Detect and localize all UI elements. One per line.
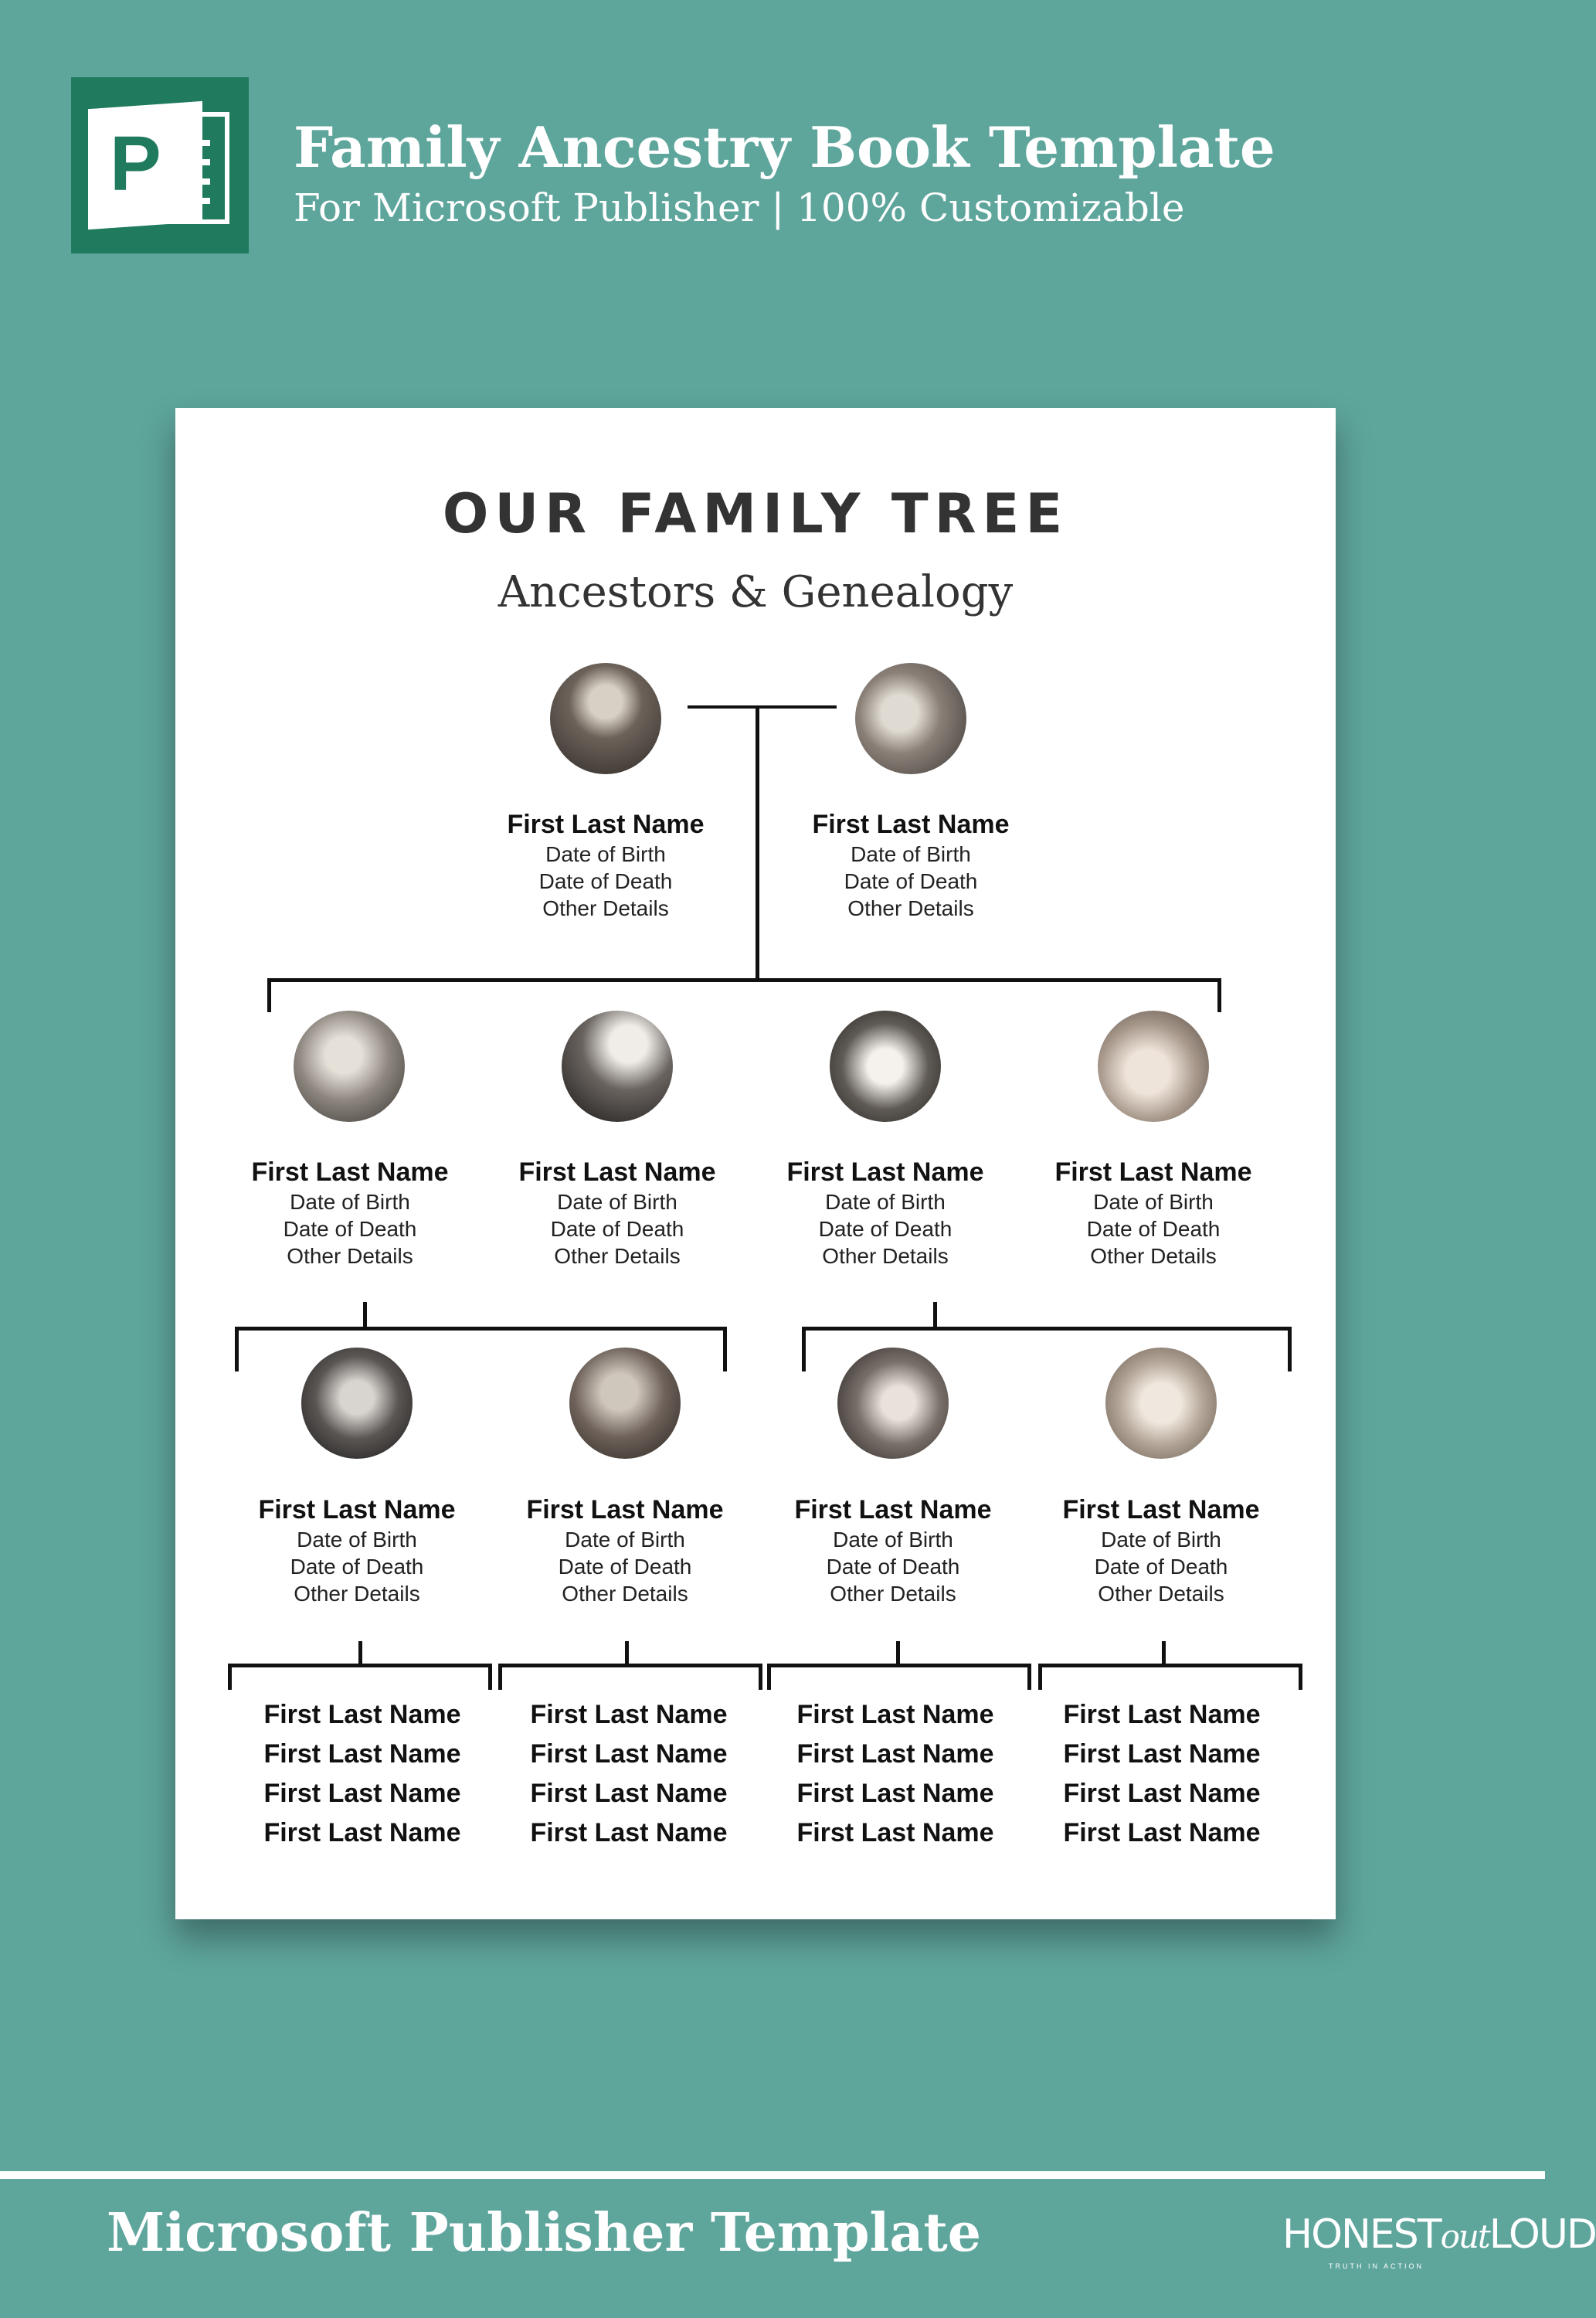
gen3-person-4 [1045,1494,1277,1607]
header-title: Family Ancestry Book Template [294,114,1275,180]
gen4-group-2 [513,1695,745,1853]
person-birth: Date of Birth [565,1528,685,1552]
person-birth: Date of Birth [290,1190,410,1214]
brand-part-a: HONEST [1282,2211,1441,2258]
person-death: Date of Death [283,1217,417,1241]
descendant-name: First Last Name [796,1779,994,1808]
descendant-name: First Last Name [263,1818,461,1847]
descendant-name: First Last Name [796,1818,994,1847]
gen3-right-bracket [802,1327,1292,1331]
gen4-bracket-1 [228,1664,492,1667]
ancestor-photo [550,663,661,774]
person-other: Other Details [1098,1582,1224,1606]
person-name: First Last Name [786,1157,984,1187]
person-birth: Date of Birth [557,1190,677,1214]
gen4-group-1 [246,1695,478,1853]
person-birth: Date of Birth [1093,1190,1214,1214]
ancestor-photo [562,1011,673,1122]
brand-tagline: TRUTH IN ACTION [1329,2262,1424,2270]
descendant-name: First Last Name [530,1818,728,1847]
gen4-bracket-2 [498,1664,762,1667]
footer-label: Microsoft Publisher Template [107,2202,982,2264]
gen2-right-descent [933,1302,937,1328]
ancestor-photo [301,1348,413,1459]
person-death: Date of Death [1086,1217,1221,1241]
gen1-couple-connector [688,705,837,709]
person-other: Other Details [294,1582,420,1606]
publisher-logo-icon [71,77,249,253]
brand-logo [1282,2211,1596,2258]
person-other: Other Details [287,1244,413,1268]
gen2-person-1 [234,1156,466,1269]
person-birth: Date of Birth [297,1528,417,1552]
person-death: Date of Death [826,1555,960,1579]
gen2-person-2 [501,1156,733,1269]
person-name: First Last Name [812,810,1010,839]
person-name: First Last Name [526,1495,724,1524]
gen3-person-1 [241,1494,473,1607]
ancestor-photo [294,1011,405,1122]
person-other: Other Details [554,1244,681,1268]
ancestor-photo [1098,1011,1209,1122]
gen1-person-1 [490,808,722,922]
descendant-name: First Last Name [796,1700,994,1729]
descendant-name: First Last Name [530,1700,728,1729]
page-subtitle: Ancestors & Genealogy [497,567,1014,617]
person-other: Other Details [830,1582,956,1606]
person-death: Date of Death [550,1217,684,1241]
person-name: First Last Name [507,810,705,839]
person-birth: Date of Birth [1101,1528,1221,1552]
person-birth: Date of Birth [545,842,666,866]
gen1-person-2 [795,808,1027,922]
gen4-group-4 [1046,1695,1278,1853]
descendant-name: First Last Name [530,1779,728,1808]
person-birth: Date of Birth [825,1190,946,1214]
brand-part-b: out [1440,2218,1489,2255]
person-death: Date of Death [818,1217,953,1241]
brand-part-c: LOUD [1489,2211,1596,2258]
person-name: First Last Name [258,1495,456,1524]
gen4-group-3 [779,1695,1011,1853]
ancestor-photo [1105,1348,1217,1459]
descendant-name: First Last Name [1063,1779,1261,1808]
person-birth: Date of Birth [851,842,971,866]
person-name: First Last Name [251,1157,449,1187]
descendant-name: First Last Name [1063,1739,1261,1769]
person-death: Date of Death [290,1555,424,1579]
gen2-bracket [267,978,1221,982]
ancestor-photo [837,1348,949,1459]
publisher-logo-letter: P [110,121,161,207]
person-name: First Last Name [1062,1495,1260,1524]
person-other: Other Details [847,896,974,920]
ancestor-photo [855,663,966,774]
person-other: Other Details [1090,1244,1217,1268]
gen3-person-2 [509,1494,741,1607]
descendant-name: First Last Name [263,1739,461,1769]
ancestor-photo [569,1348,681,1459]
descendant-name: First Last Name [796,1739,994,1769]
gen4-bracket-3 [767,1664,1031,1667]
descendant-name: First Last Name [1063,1700,1261,1729]
gen3-left-bracket [235,1327,727,1331]
descendant-name: First Last Name [530,1739,728,1769]
person-other: Other Details [822,1244,949,1268]
family-tree-page [175,408,1336,1919]
gen2-person-4 [1037,1156,1269,1269]
ancestor-photo [830,1011,941,1122]
person-name: First Last Name [518,1157,716,1187]
person-death: Date of Death [538,869,673,893]
header-subtitle: For Microsoft Publisher | 100% Customizable [294,185,1185,230]
person-name: First Last Name [1054,1157,1252,1187]
gen3-person-3 [777,1494,1009,1607]
page-title: OUR FAMILY TREE [442,482,1069,546]
descendant-name: First Last Name [263,1700,461,1729]
gen4-bracket-4 [1038,1664,1302,1667]
descendant-name: First Last Name [1063,1818,1261,1847]
descendant-name: First Last Name [263,1779,461,1808]
person-other: Other Details [542,896,669,920]
person-death: Date of Death [844,869,978,893]
person-name: First Last Name [794,1495,992,1524]
gen2-person-3 [769,1156,1001,1269]
person-birth: Date of Birth [833,1528,953,1552]
person-death: Date of Death [558,1555,692,1579]
person-death: Date of Death [1094,1555,1228,1579]
person-other: Other Details [562,1582,688,1606]
gen1-descent-line [756,705,759,980]
gen2-left-descent [363,1302,367,1328]
